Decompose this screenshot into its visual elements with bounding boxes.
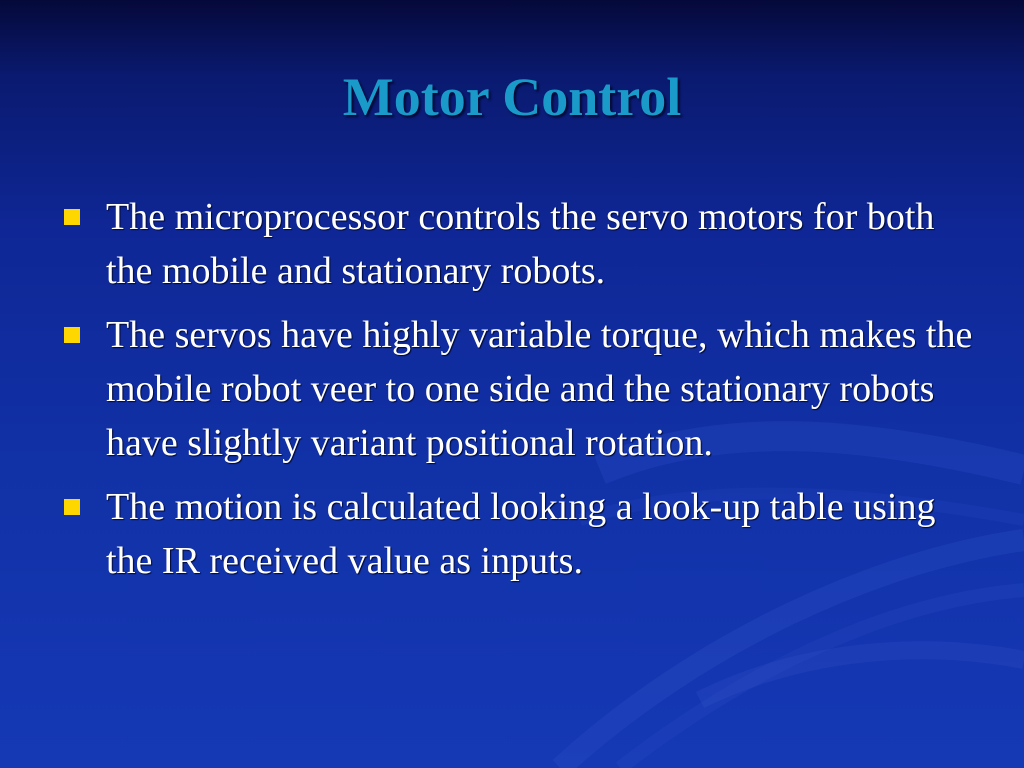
slide-title: Motor Control xyxy=(342,67,682,127)
bullet-text: The motion is calculated looking a look-up table using the IR received value as inputs. xyxy=(106,486,936,582)
bullet-item xyxy=(58,190,978,298)
square-bullet-icon xyxy=(64,327,80,343)
bullet-item xyxy=(58,480,978,588)
square-bullet-icon xyxy=(64,209,80,225)
bullet-item xyxy=(58,308,978,470)
square-bullet-icon xyxy=(64,499,80,515)
bullet-text: The microprocessor controls the servo motors for both the mobile and stationary robots. xyxy=(106,196,935,292)
bullet-text: The servos have highly variable torque, which makes the mobile robot veer to one side and the stationary robots have slightly variant positional rotation. xyxy=(106,314,973,464)
bullet-list xyxy=(58,190,978,598)
